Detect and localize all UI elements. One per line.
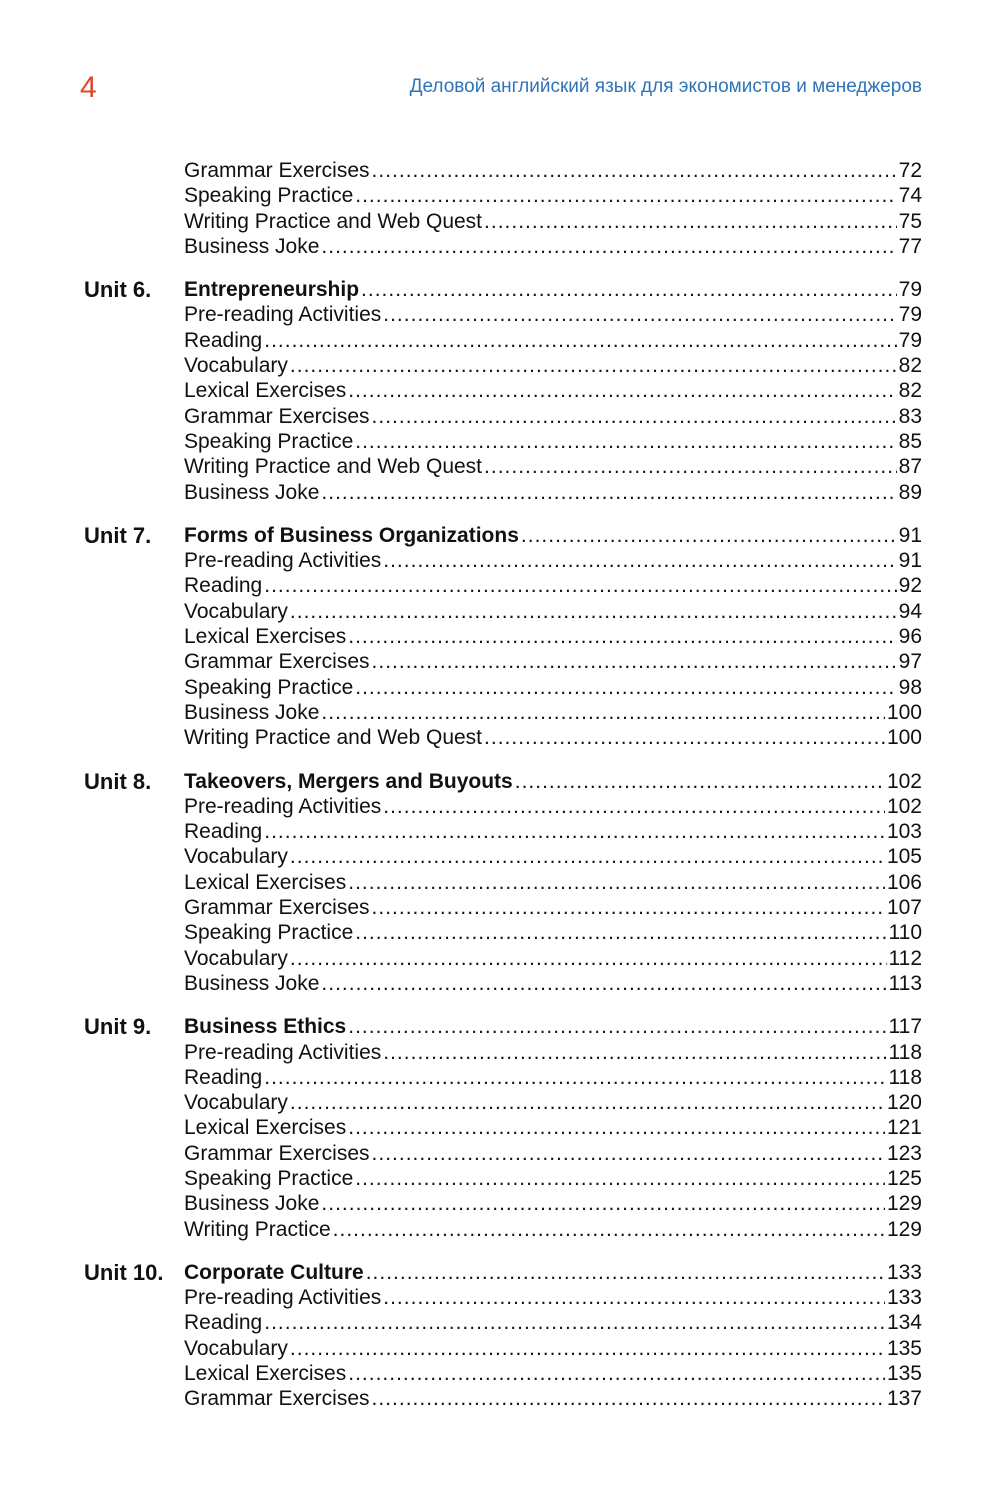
toc-entry [184,1191,922,1216]
toc-entry [184,819,922,844]
unit-label: Unit 8. [84,768,152,794]
dot-leader [355,675,896,700]
dot-leader [372,1386,885,1411]
toc-entry [184,234,922,259]
toc-unit [0,769,1000,997]
toc-entry [184,700,922,725]
entry-page-number: 75 [898,209,922,233]
entry-page-number: 125 [886,1166,922,1190]
toc-unit-title-row [184,1014,922,1039]
entry-page-number: 133 [886,1286,922,1310]
entry-title: Grammar Exercises [184,404,370,428]
entry-page-number: 100 [886,700,922,724]
entry-title: Speaking Practice [184,184,354,208]
dot-leader [383,548,896,573]
table-of-contents [0,158,1000,1430]
toc-entry [184,844,922,869]
entry-title: Grammar Exercises [184,1387,370,1411]
entry-page-number: 79 [898,278,922,302]
toc-entry [184,1040,922,1065]
toc-entry [184,1336,922,1361]
entry-page-number: 117 [888,1015,922,1039]
entry-page-number: 100 [886,726,922,750]
entry-title: Writing Practice [184,1217,331,1241]
dot-leader [264,573,896,598]
dot-leader [348,1115,885,1140]
entry-page-number: 103 [886,820,922,844]
entry-title: Vocabulary [184,1091,288,1115]
entry-page-number: 72 [898,159,922,182]
entry-page-number: 112 [888,946,922,970]
dot-leader [484,725,885,750]
entry-title: Vocabulary [184,946,288,970]
entry-page-number: 105 [886,845,922,869]
toc-entry [184,1090,922,1115]
toc-entry [184,870,922,895]
dot-leader [290,599,897,624]
entry-page-number: 74 [898,184,922,208]
dot-leader [290,1336,885,1361]
entry-page-number: 135 [886,1336,922,1360]
unit-label: Unit 10. [84,1259,164,1285]
entry-title: Pre-reading Activities [184,1040,382,1064]
page-number: 4 [80,71,97,104]
entry-page-number: 96 [898,625,922,649]
dot-leader [355,1166,885,1191]
toc-entry [184,1141,922,1166]
entry-page-number: 85 [898,429,922,453]
toc-unit [0,1014,1000,1242]
entry-title: Grammar Exercises [184,650,370,674]
toc-entry [184,649,922,674]
toc-entry [184,573,922,598]
entry-title: Takeovers, Mergers and Buyouts [184,769,513,793]
entry-title: Business Ethics [184,1015,347,1039]
entry-title: Vocabulary [184,599,288,623]
entry-title: Grammar Exercises [184,159,370,182]
toc-entry [184,209,922,234]
toc-entry [184,675,922,700]
entry-page-number: 91 [898,523,922,547]
entry-title: Lexical Exercises [184,1362,347,1386]
toc-entry [184,725,922,750]
dot-leader [372,158,897,183]
toc-entry [184,1115,922,1140]
entry-page-number: 121 [886,1116,922,1140]
entry-title: Corporate Culture [184,1260,364,1284]
dot-leader [355,429,896,454]
entry-page-number: 77 [898,234,922,258]
entry-page-number: 113 [888,971,922,995]
dot-leader [321,234,896,259]
dot-leader [264,819,885,844]
entry-title: Pre-reading Activities [184,794,382,818]
dot-leader [355,183,896,208]
entry-title: Pre-reading Activities [184,1286,382,1310]
unit-label: Unit 6. [84,277,152,303]
toc-entry [184,1386,922,1411]
entry-page-number: 92 [898,574,922,598]
dot-leader [290,353,897,378]
dot-leader [321,971,886,996]
toc-entry [184,183,922,208]
toc-entry [184,1361,922,1386]
dot-leader [484,454,897,479]
toc-entry [184,302,922,327]
dot-leader [521,523,897,548]
entry-page-number: 106 [886,870,922,894]
entry-title: Reading [184,574,263,598]
toc-entry [184,1217,922,1242]
unit-label: Unit 9. [84,1014,152,1040]
toc-unit [0,277,1000,505]
toc-entries [184,523,922,751]
toc-entry [184,353,922,378]
entry-page-number: 89 [898,480,922,504]
dot-leader [321,1191,885,1216]
entry-page-number: 98 [898,675,922,699]
toc-entry [184,946,922,971]
dot-leader [372,1141,885,1166]
dot-leader [383,794,885,819]
entry-title: Speaking Practice [184,429,354,453]
toc-entries [184,158,922,259]
entry-title: Lexical Exercises [184,379,347,403]
entry-title: Pre-reading Activities [184,303,382,327]
dot-leader [348,1014,886,1039]
toc-entry [184,158,922,183]
toc-unit-title-row [184,523,922,548]
entry-page-number: 118 [888,1065,922,1089]
entry-title: Business Joke [184,480,320,504]
entry-title: Speaking Practice [184,675,354,699]
dot-leader [348,624,896,649]
toc-entries [184,1260,922,1412]
dot-leader [383,1285,885,1310]
entry-title: Forms of Business Organizations [184,523,519,547]
entry-title: Writing Practice and Web Quest [184,726,483,750]
entry-page-number: 129 [886,1217,922,1241]
entry-page-number: 133 [886,1260,922,1284]
dot-leader [321,700,885,725]
entry-page-number: 102 [886,769,922,793]
toc-entry [184,328,922,353]
entry-page-number: 82 [898,379,922,403]
dot-leader [372,404,897,429]
toc-entry [184,548,922,573]
entry-title: Speaking Practice [184,921,354,945]
entry-page-number: 123 [886,1141,922,1165]
toc-unit [0,1260,1000,1412]
toc-entry [184,971,922,996]
entry-page-number: 129 [886,1192,922,1216]
entry-title: Business Joke [184,971,320,995]
entry-page-number: 102 [886,794,922,818]
entry-title: Vocabulary [184,845,288,869]
toc-entry [184,624,922,649]
entry-title: Writing Practice and Web Quest [184,209,483,233]
toc-entry [184,404,922,429]
entry-page-number: 118 [888,1040,922,1064]
toc-entry [184,794,922,819]
toc-unit [0,523,1000,751]
entry-page-number: 107 [886,896,922,920]
entry-title: Reading [184,820,263,844]
dot-leader [321,480,896,505]
entry-title: Writing Practice and Web Quest [184,455,483,479]
entry-title: Business Joke [184,700,320,724]
unit-label: Unit 7. [84,522,152,548]
dot-leader [355,920,886,945]
dot-leader [348,378,896,403]
entry-title: Speaking Practice [184,1166,354,1190]
entry-title: Vocabulary [184,1336,288,1360]
toc-unit-title-row [184,1260,922,1285]
toc-entry [184,1065,922,1090]
entry-title: Pre-reading Activities [184,549,382,573]
dot-leader [290,946,887,971]
dot-leader [383,1040,886,1065]
toc-entry [184,920,922,945]
toc-entries [184,769,922,997]
dot-leader [348,870,885,895]
entry-page-number: 97 [898,650,922,674]
dot-leader [333,1217,885,1242]
toc-entry [184,1166,922,1191]
entry-page-number: 134 [886,1311,922,1335]
toc-entry [184,429,922,454]
entry-page-number: 87 [898,455,922,479]
entry-page-number: 79 [898,303,922,327]
toc-entry [184,1285,922,1310]
entry-title: Business Joke [184,234,320,258]
entry-page-number: 83 [898,404,922,428]
toc-entry [184,480,922,505]
entry-page-number: 135 [886,1362,922,1386]
entry-page-number: 110 [888,921,922,945]
entry-title: Vocabulary [184,354,288,378]
dot-leader [484,209,897,234]
running-head-title: Деловой английский язык для экономистов и менеджеров [409,76,922,97]
dot-leader [366,1260,885,1285]
entry-title: Reading [184,1311,263,1335]
dot-leader [264,328,896,353]
dot-leader [348,1361,885,1386]
dot-leader [515,769,885,794]
dot-leader [264,1065,886,1090]
entry-title: Lexical Exercises [184,870,347,894]
dot-leader [372,895,885,920]
toc-unit [0,158,1000,259]
entry-title: Reading [184,1065,263,1089]
entry-title: Business Joke [184,1192,320,1216]
entry-page-number: 120 [886,1091,922,1115]
dot-leader [372,649,897,674]
toc-unit-title-row [184,769,922,794]
entry-page-number: 91 [898,549,922,573]
dot-leader [264,1310,885,1335]
dot-leader [361,277,897,302]
toc-entry [184,895,922,920]
dot-leader [290,1090,885,1115]
toc-entry [184,378,922,403]
entry-page-number: 94 [898,599,922,623]
toc-entry [184,599,922,624]
toc-entries [184,277,922,505]
dot-leader [290,844,885,869]
entry-title: Lexical Exercises [184,1116,347,1140]
toc-unit-title-row [184,277,922,302]
entry-title: Entrepreneurship [184,278,360,302]
entry-title: Lexical Exercises [184,625,347,649]
toc-entry [184,454,922,479]
entry-title: Reading [184,328,263,352]
toc-entry [184,1310,922,1335]
entry-page-number: 82 [898,354,922,378]
entry-page-number: 137 [886,1387,922,1411]
dot-leader [383,302,896,327]
entry-title: Grammar Exercises [184,896,370,920]
toc-entries [184,1014,922,1242]
entry-page-number: 79 [898,328,922,352]
entry-title: Grammar Exercises [184,1141,370,1165]
